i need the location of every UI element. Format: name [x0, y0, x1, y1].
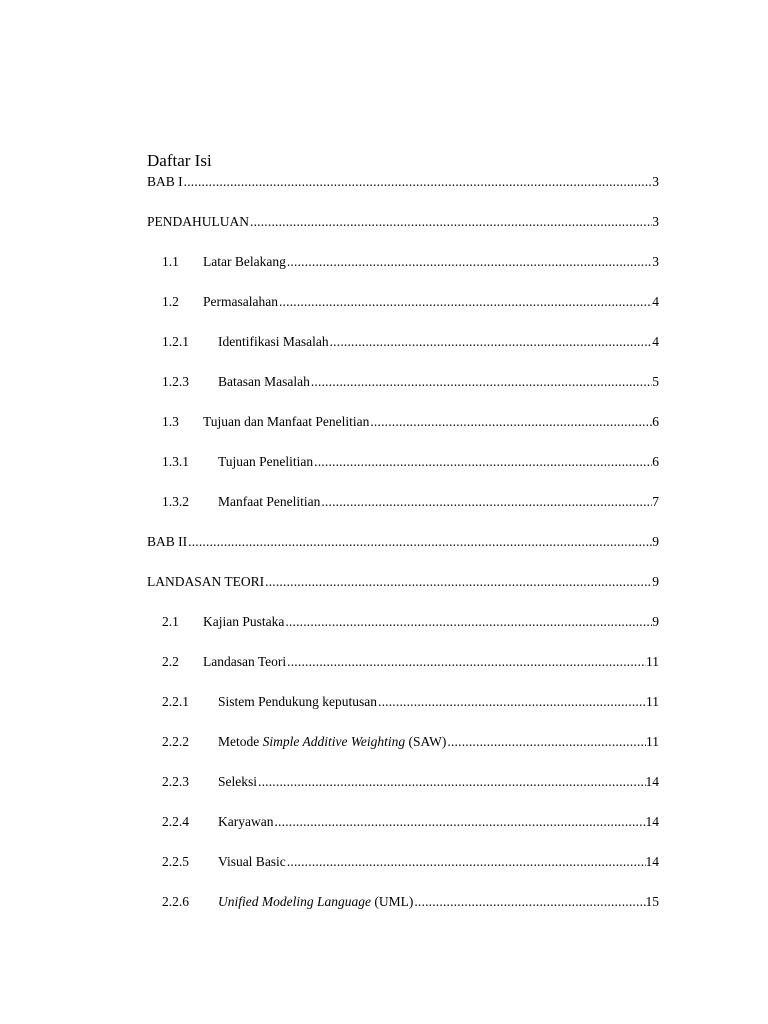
toc-title-text: Seleksi: [218, 774, 257, 789]
toc-entry-title: [218, 372, 310, 392]
dot-leader: [188, 532, 652, 552]
toc-entry: [162, 492, 659, 512]
dot-leader: [184, 172, 653, 192]
toc-entry-page: 4: [652, 334, 659, 349]
toc-entry-number: 2.1: [162, 614, 179, 629]
toc-entry-title: [218, 692, 377, 712]
dot-leader: [287, 652, 646, 672]
toc-title-text: Tujuan dan Manfaat Penelitian: [203, 414, 370, 429]
toc-entry: [162, 452, 659, 472]
toc-entry: [162, 812, 659, 832]
toc-entry-title: [147, 572, 264, 592]
toc-title-text: Identifikasi Masalah: [218, 334, 329, 349]
toc-entry: [162, 732, 659, 752]
toc-entry: [162, 412, 659, 432]
toc-entry-title: [203, 412, 369, 432]
toc-entry-page: 14: [645, 774, 659, 789]
toc-title-text: PENDAHULUAN: [147, 214, 249, 229]
toc-entry-page: 3: [652, 254, 659, 269]
toc-entry: [162, 612, 659, 632]
toc-entry-title: [147, 532, 187, 552]
toc-entry-page: 14: [645, 814, 659, 829]
toc-entry: [162, 772, 659, 792]
dot-leader: [321, 492, 652, 512]
toc-entry-number: 1.3: [162, 414, 179, 429]
toc-entry-page: 9: [652, 534, 659, 549]
toc-title-text: LANDASAN TEORI: [147, 574, 265, 589]
toc-entry-number: 2.2.2: [162, 734, 189, 749]
dot-leader: [314, 452, 652, 472]
toc-entry-number: 1.3.1: [162, 454, 189, 469]
toc-entry-page: 11: [646, 694, 659, 709]
toc-title-text: (UML): [370, 894, 414, 909]
toc-entry: [147, 172, 659, 192]
toc-entry: [162, 332, 659, 352]
toc-entry-title: [218, 332, 329, 352]
toc-title-text: BAB II: [147, 534, 188, 549]
dot-leader: [447, 732, 646, 752]
toc-title-text: Sistem Pendukung keputusan: [218, 694, 377, 709]
toc-title-text: Permasalahan: [203, 294, 278, 309]
toc-entry-number: 2.2.6: [162, 894, 189, 909]
dot-leader: [250, 212, 652, 232]
toc-entry-title: [218, 732, 446, 752]
toc-entry-page: 4: [652, 294, 659, 309]
toc-entry: [162, 652, 659, 672]
toc-title-text: Karyawan: [218, 814, 274, 829]
toc-entry-number: 1.3.2: [162, 494, 189, 509]
toc-title-italic-text: Simple Additive Weighting: [262, 734, 406, 749]
toc-entry-title: [203, 652, 286, 672]
toc-entry-title: [203, 612, 284, 632]
toc-entry-page: 3: [652, 174, 659, 189]
toc-entry: [162, 372, 659, 392]
dot-leader: [279, 292, 652, 312]
toc-title-text: BAB I: [147, 174, 183, 189]
toc-entry: [147, 532, 659, 552]
toc-title-text: Latar Belakang: [203, 254, 286, 269]
dot-leader: [285, 612, 652, 632]
toc-entry-number: 2.2.5: [162, 854, 189, 869]
toc-entry: [162, 892, 659, 912]
toc-title-text: (SAW): [405, 734, 447, 749]
toc-title-italic-text: Unified Modeling Language: [218, 894, 371, 909]
toc-entry-title: [203, 252, 286, 272]
toc-entry-number: 2.2.3: [162, 774, 189, 789]
toc-entry-page: 14: [645, 854, 659, 869]
toc-title-text: Landasan Teori: [203, 654, 287, 669]
dot-leader: [287, 252, 652, 272]
toc-entry-title: [218, 772, 257, 792]
dot-leader: [330, 332, 653, 352]
toc-entry: [147, 572, 659, 592]
toc-entry-title: [203, 292, 278, 312]
toc-entry-page: 11: [646, 654, 659, 669]
toc-entry: [162, 852, 659, 872]
page-title: Daftar Isi: [147, 151, 212, 170]
toc-title-text: Kajian Pustaka: [203, 614, 285, 629]
toc-entry: [147, 212, 659, 232]
dot-leader: [274, 812, 645, 832]
dot-leader: [258, 772, 646, 792]
toc-entry-number: 2.2.4: [162, 814, 189, 829]
toc-entry-page: 9: [652, 574, 659, 589]
toc-entry-title: [218, 892, 413, 912]
toc-entry-page: 6: [652, 454, 659, 469]
toc-entry-number: 1.2: [162, 294, 179, 309]
toc-entry-number: 1.2.1: [162, 334, 189, 349]
toc-entry-page: 15: [645, 894, 659, 909]
dot-leader: [370, 412, 652, 432]
toc-entry-number: 1.1: [162, 254, 179, 269]
toc-entry-title: [218, 852, 286, 872]
toc-entry-title: [218, 452, 313, 472]
dot-leader: [414, 892, 645, 912]
toc-title-text: Visual Basic: [218, 854, 286, 869]
toc-entry-title: [218, 492, 320, 512]
toc-entry-page: 9: [652, 614, 659, 629]
toc-entry: [162, 692, 659, 712]
dot-leader: [287, 852, 646, 872]
dot-leader: [378, 692, 646, 712]
toc-title-text: Batasan Masalah: [218, 374, 310, 389]
toc-entry-page: 6: [652, 414, 659, 429]
toc-entry-number: 2.2: [162, 654, 179, 669]
toc-entry-title: [147, 212, 249, 232]
toc-entry-page: 3: [652, 214, 659, 229]
toc-entry-number: 2.2.1: [162, 694, 189, 709]
toc-entry-page: 5: [652, 374, 659, 389]
toc-entry: [162, 252, 659, 272]
dot-leader: [311, 372, 652, 392]
toc-entry-title: [147, 172, 183, 192]
toc-entry: [162, 292, 659, 312]
toc-entry-page: 7: [652, 494, 659, 509]
toc-title-text: Tujuan Penelitian: [218, 454, 314, 469]
toc-entry-title: [218, 812, 273, 832]
toc-entry-number: 1.2.3: [162, 374, 189, 389]
toc-title-text: Manfaat Penelitian: [218, 494, 321, 509]
toc-entry-page: 11: [646, 734, 659, 749]
toc-title-text: Metode: [218, 734, 263, 749]
dot-leader: [265, 572, 652, 592]
